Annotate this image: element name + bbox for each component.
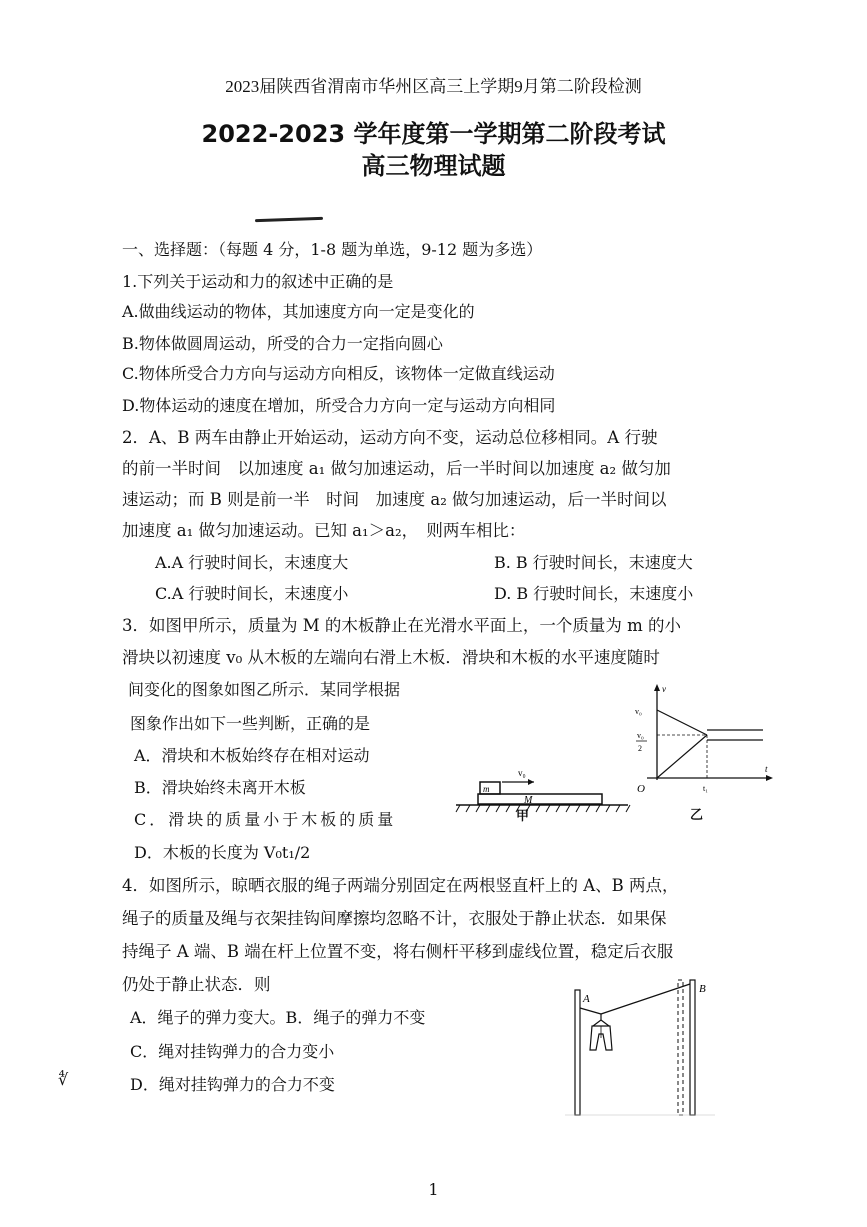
slider-velocity-line [657,710,707,735]
q2-stem-line2: 的前一半时间 以加速度 a₁ 做匀加速运动，后一半时间以加速度 a₂ 做匀加 [122,459,671,478]
v-axis-label: v [662,684,666,694]
board-mass-label: M [524,795,533,806]
left-pole [575,990,580,1115]
q3-option-d: D．木板的长度为 V₀t₁/2 [134,843,311,862]
q3-figure-a-caption: 甲 [516,809,530,824]
q1-option-b: B.物体做圆周运动，所受的合力一定指向圆心 [122,334,443,353]
q3-option-b: B．滑块始终未离开木板 [134,778,306,797]
q4-option-c: C．绳对挂钩弹力的合力变小 [130,1042,335,1061]
exam-subtitle: 高三物理试题 [361,152,506,180]
q3-option-a: A．滑块和木板始终存在相对运动 [134,746,370,765]
q3-vt-graph [625,680,775,800]
q1-stem: 1.下列关于运动和力的叙述中正确的是 [122,272,394,291]
t1-tick-label: t₁ [703,784,709,793]
q2-stem-line3: 速运动；而 B 则是前一半 时间 加速度 a₂ 做匀加速运动，后一半时间以 [122,490,667,509]
rope-right-segment [601,984,690,1014]
clothes-hanger-icon [590,1014,612,1050]
initial-velocity-label: v₀ [518,768,526,778]
q4-stem-line1: 4．如图所示，晾晒衣服的绳子两端分别固定在两根竖直杆上的 A、B 两点， [122,876,679,895]
pen-stroke-mark [255,217,323,222]
q3-option-c: C．滑块的质量小于木板的质量 [134,810,397,829]
q4-clothesline-figure [565,970,725,1120]
q2-option-c: C.A 行驶时间长，末速度小 [155,584,349,603]
t-axis-label: t [765,764,768,774]
q2-stem-line4: 加速度 a₁ 做匀加速运动。已知 a₁＞a₂， 则两车相比： [122,521,526,540]
q4-stem-line3: 持绳子 A 端、B 端在杆上位置不变，将右侧杆平移到虚线位置，稳定后衣服 [122,942,674,961]
exam-header: 2023届陕西省渭南市华州区高三上学期9月第二阶段检测 [225,77,642,96]
q3-stem-line3: 间变化的图象如图乙所示．某同学根据 [128,680,401,699]
q4-stem-line2: 绳子的质量及绳与衣架挂钩间摩擦均忽略不计，衣服处于静止状态．如果保 [122,909,667,928]
half-v0-numerator: v₀ [637,731,644,740]
t-axis-arrow-icon [766,775,773,781]
point-a-label: A [583,993,590,1005]
ground-hatching [456,805,630,812]
v-axis-arrow-icon [654,684,660,691]
q3-stem-line2: 滑块以初速度 v₀ 从木板的左端向右滑上木板．滑块和木板的水平速度随时 [122,648,660,667]
q2-option-a: A.A 行驶时间长，末速度大 [155,553,349,572]
q1-option-d: D.物体运动的速度在增加，所受合力方向一定与运动方向相同 [122,396,556,415]
q4-stem-line4: 仍处于静止状态．则 [122,975,271,994]
q4-options-a-b: A．绳子的弹力变大。B．绳子的弹力不变 [130,1008,426,1027]
q3-stem-line4: 图象作出如下一些判断，正确的是 [130,714,371,733]
arrow-head-icon [528,779,534,785]
q1-option-c: C.物体所受合力方向与运动方向相反，该物体一定做直线运动 [122,364,555,383]
v0-tick-label: v₀ [635,707,642,716]
q3-figure-b-caption: 乙 [690,808,704,823]
point-b-label: B [699,983,706,995]
margin-scribble: ∜ [58,1070,69,1089]
origin-label: O [637,783,645,795]
right-pole [690,980,695,1115]
exam-title: 2022-2023 学年度第一学期第二阶段考试 [201,120,666,148]
section-heading: 一、选择题：（每题 4 分，1-8 题为单选，9-12 题为多选） [122,240,543,259]
slider-mass-label: m [483,784,490,794]
page-number: 1 [428,1180,439,1199]
half-v0-denominator: 2 [638,744,642,753]
board-velocity-line [657,735,707,778]
moved-pole-dashed [678,980,683,1115]
q3-stem-line1: 3．如图甲所示，质量为 M 的木板静止在光滑水平面上，一个质量为 m 的小 [122,616,682,635]
q2-option-d: D. B 行驶时间长，末速度小 [494,584,694,603]
q3-figure-board [452,760,632,820]
q2-option-b: B. B 行驶时间长，末速度大 [494,553,693,572]
q4-option-d: D．绳对挂钩弹力的合力不变 [130,1075,335,1094]
q2-stem-line1: 2．A、B 两车由静止开始运动，运动方向不变，运动总位移相同。A 行驶 [122,428,658,447]
rope-left-segment [580,1008,601,1014]
q1-option-a: A.做曲线运动的物体，其加速度方向一定是变化的 [122,302,475,321]
wood-board [478,794,602,804]
